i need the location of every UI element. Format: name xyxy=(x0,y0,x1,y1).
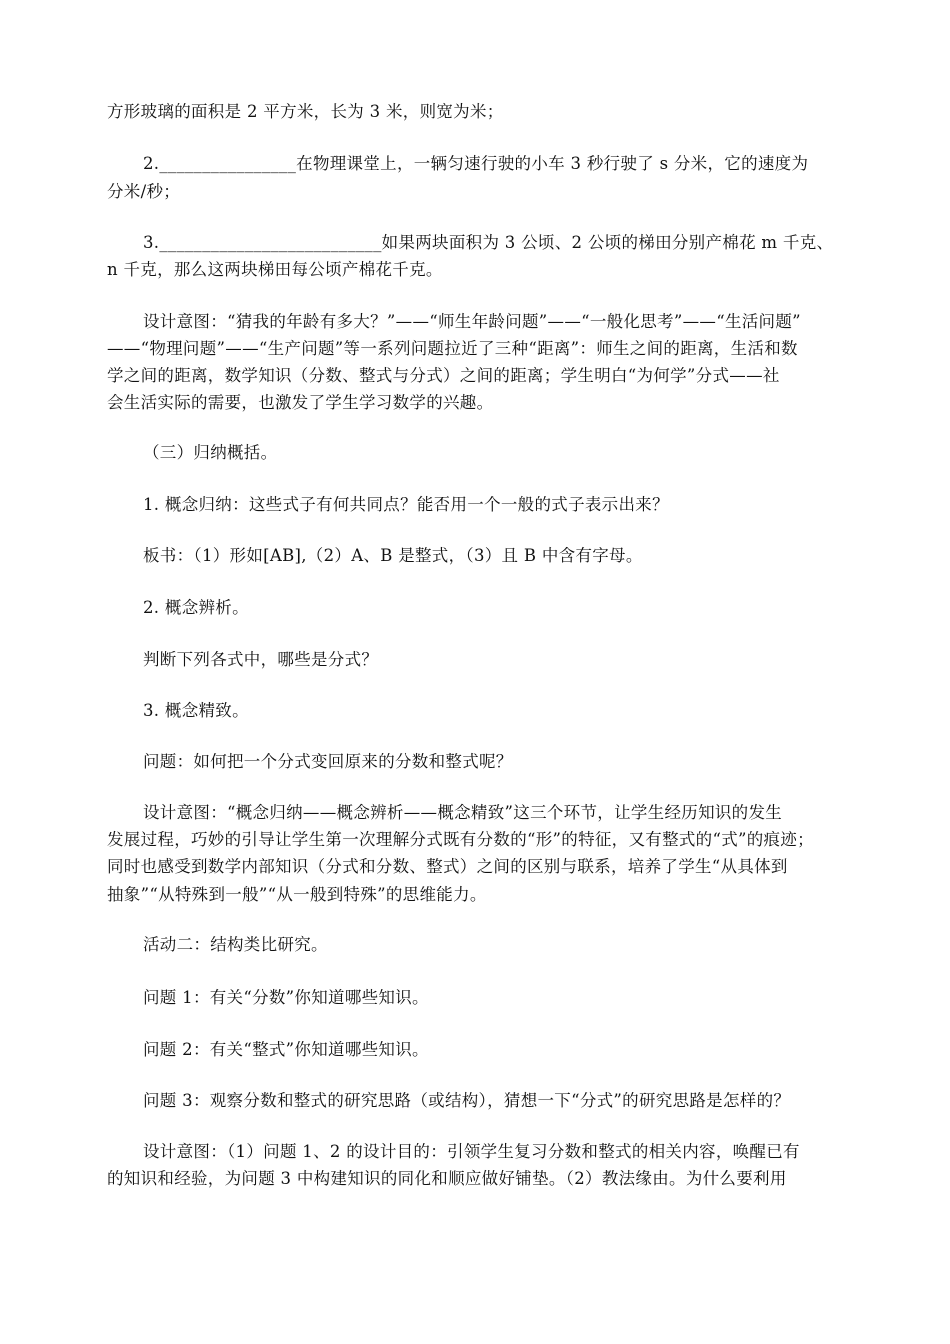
text-line-21: 活动二：结构类比研究。 xyxy=(143,935,328,954)
text-line-12: 板书：（1）形如[AB],（2）A、B 是整式，（3）且 B 中含有字母。 xyxy=(143,546,643,565)
text-line-26: 的知识和经验，为问题 3 中构建知识的同化和顺应做好铺垫。（2）教法缘由。为什么要利用 xyxy=(107,1169,787,1188)
text-line-3: 分米/秒； xyxy=(107,182,181,201)
text-line-23: 问题 2：有关“整式”你知道哪些知识。 xyxy=(143,1040,429,1059)
section-heading: （三）归纳概括。 xyxy=(143,443,278,462)
text-line-7: ——“物理问题”——“生产问题”等一系列问题拉近了三种“距离”：师生之间的距离，生活和数 xyxy=(107,339,798,358)
text-line-9: 会生活实际的需要，也激发了学生学习数学的兴趣。 xyxy=(107,393,494,412)
text-line-4: 3.__________________________如果两块面积为 3 公顷、2 公顷的梯田分别产棉花 m 千克、 xyxy=(143,233,834,252)
text-line-1: 方形玻璃的面积是 2 平方米，长为 3 米，则宽为米； xyxy=(107,102,504,121)
text-line-24: 问题 3：观察分数和整式的研究思路（或结构），猜想一下“分式”的研究思路是怎样的？ xyxy=(143,1091,791,1110)
text-line-17: 设计意图：“概念归纳——概念辨析——概念精致”这三个环节，让学生经历知识的发生 xyxy=(143,803,783,822)
text-line-22: 问题 1：有关“分数”你知道哪些知识。 xyxy=(143,988,429,1007)
text-line-14: 判断下列各式中，哪些是分式？ xyxy=(143,650,379,669)
text-line-5: n 千克，那么这两块梯田每公顷产棉花千克。 xyxy=(107,260,443,279)
text-line-15: 3. 概念精致。 xyxy=(143,701,249,720)
text-line-18: 发展过程，巧妙的引导让学生第一次理解分式既有分数的“形”的特征，又有整式的“式”的痕迹； xyxy=(107,830,814,849)
text-line-16: 问题：如何把一个分式变回原来的分数和整式呢？ xyxy=(143,752,513,771)
text-line-25: 设计意图：（1）问题 1、2 的设计目的：引领学生复习分数和整式的相关内容，唤醒已有 xyxy=(143,1142,800,1161)
text-line-11: 1. 概念归纳：这些式子有何共同点？能否用一个一般的式子表示出来？ xyxy=(143,495,669,514)
text-line-2: 2.________________在物理课堂上，一辆匀速行驶的小车 3 秒行驶了 s 分米，它的速度为 xyxy=(143,154,809,173)
text-line-13: 2. 概念辨析。 xyxy=(143,598,249,617)
text-line-8: 学之间的距离，数学知识（分数、整式与分式）之间的距离；学生明白“为何学”分式——社 xyxy=(107,366,780,385)
text-line-19: 同时也感受到数学内部知识（分式和分数、整式）之间的区别与联系，培养了学生“从具体到 xyxy=(107,857,788,876)
text-line-20: 抽象”“从特殊到一般”“从一般到特殊”的思维能力。 xyxy=(107,885,487,904)
text-line-6: 设计意图：“猜我的年龄有多大？”——“师生年龄问题”——“一般化思考”——“生活问题” xyxy=(143,312,801,331)
